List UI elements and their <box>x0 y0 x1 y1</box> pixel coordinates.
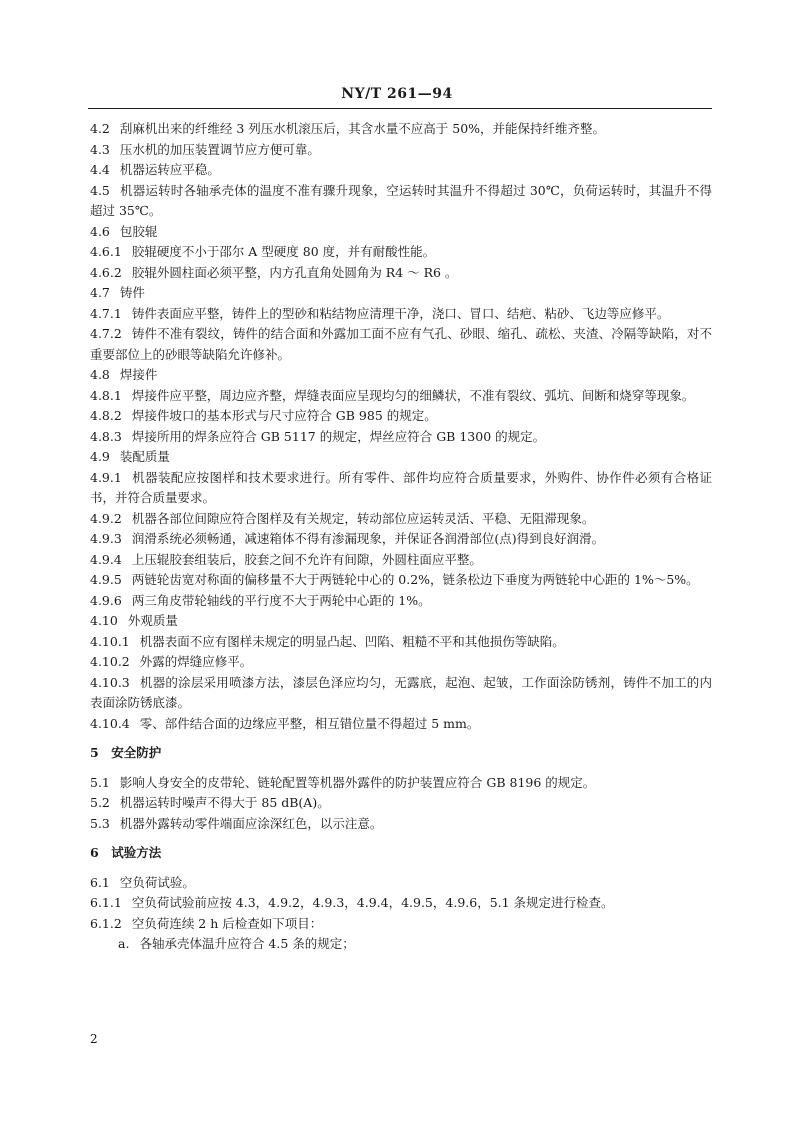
clause-4-2: 4.2 刮麻机出来的纤维经 3 列压水机滚压后，其含水量不应高于 50%，并能保持纤维齐整。 <box>90 121 606 136</box>
clause-4-4: 4.4 机器运转应平稳。 <box>90 162 220 177</box>
clause-4-9-5: 4.9.5 两链轮齿宽对称面的偏移量不大于两链轮中心的 0.2%，链条松边下垂度为两链轮中心距的 1%～5%。 <box>90 572 699 587</box>
clause-4-10-1: 4.10.1 机器表面不应有图样未规定的明显凸起、凹陷、粗糙不平和其他损伤等缺陷。 <box>90 633 565 649</box>
clause-4-8-1: 4.8.1 焊接件应平整，周边应齐整，焊缝表面应呈现均匀的细鳞状，不准有裂纹、弧坑、间断和烧穿等现象。 <box>90 387 695 403</box>
clause-6-1-1: 6.1.1 空负荷试验前应按 4.3，4.9.2，4.9.3，4.9.4，4.9.5，4.9.6，5.1 条规定进行检查。 <box>90 895 614 910</box>
clause-6-1-2: 6.1.2 空负荷连续 2 h 后检查如下项目： <box>90 915 323 931</box>
clause-4-9-2: 4.9.2 机器各部位间隙应符合图样及有关规定，转动部位应运转灵活、平稳、无阻滞现象。 <box>90 510 595 526</box>
clause-4-10-4: 4.10.4 零、部件结合面的边缘应平整，相互错位量不得超过 5 mm。 <box>90 715 480 731</box>
list-item-a: a. 各轴承壳体温升应符合 4.5 条的规定； <box>118 936 355 951</box>
clause-6-1: 6.1 空负荷试验。 <box>90 874 195 890</box>
clause-4-9-3: 4.9.3 润滑系统必须畅通，减速箱体不得有渗漏现象，并保证各润滑部位(点)得到良好润滑。 <box>90 531 605 546</box>
clause-4-3: 4.3 压水机的加压装置调节应方便可靠。 <box>90 141 320 157</box>
clause-4-9-1: 4.9.1 机器装配应按图样和技术要求进行。所有零件、部件均应符合质量要求，外购件、协作件必须有合格证书，并符合质量要求。 <box>90 469 712 505</box>
clause-4-7: 4.7 铸件 <box>90 285 145 300</box>
clause-4-5: 4.5 机器运转时各轴承壳体的温度不准有骤升现象，空运转时其温升不得超过 30℃，负荷运转时，其温升不得超过 35℃。 <box>90 182 712 218</box>
section-6-heading: 6 试验方法 <box>90 845 162 860</box>
clause-4-9: 4.9 装配质量 <box>90 449 170 464</box>
clause-5-3: 5.3 机器外露转动零件端面应涂深红色，以示注意。 <box>90 815 383 831</box>
page-header-title: NY/T 261—94 <box>341 86 453 102</box>
header-rule <box>88 108 712 109</box>
clause-5-1: 5.1 影响人身安全的皮带轮、链轮配置等机器外露件的防护装置应符合 GB 8196 的规定。 <box>90 774 596 790</box>
page-number: 2 <box>90 1032 98 1046</box>
clause-4-10-2: 4.10.2 外露的焊缝应修平。 <box>90 654 253 669</box>
clause-4-6: 4.6 包胶辊 <box>90 223 158 239</box>
clause-4-8: 4.8 焊接件 <box>90 367 158 382</box>
clause-4-7-2: 4.7.2 铸件不准有裂纹，铸件的结合面和外露加工面不应有气孔、砂眼、缩孔、疏松、夹渣、冷隔等缺陷，对不重要部位上的砂眼等缺陷允许修补。 <box>90 326 712 362</box>
clause-4-10: 4.10 外观质量 <box>90 613 178 628</box>
section-5-heading: 5 安全防护 <box>90 745 162 760</box>
clause-4-8-2: 4.8.2 焊接件坡口的基本形式与尺寸应符合 GB 985 的规定。 <box>90 408 437 423</box>
clause-4-9-6: 4.9.6 两三角皮带轮轴线的平行度不大于两轮中心距的 1%。 <box>90 592 431 608</box>
clause-4-9-4: 4.9.4 上压辊胶套组装后，胶套之间不允许有间隙，外圆柱面应平整。 <box>90 551 482 567</box>
clause-5-2: 5.2 机器运转时噪声不得大于 85 dB(A)。 <box>90 795 330 810</box>
clause-4-10-3: 4.10.3 机器的涂层采用喷漆方法，漆层色泽应均匀，无露底，起泡、起皱，工作面涂防锈剂，铸件不加工的内表面涂防锈底漆。 <box>90 674 712 710</box>
document-body <box>90 119 712 955</box>
clause-4-8-3: 4.8.3 焊接所用的焊条应符合 GB 5117 的规定，焊丝应符合 GB 1300 的规定。 <box>90 428 546 444</box>
clause-4-6-1: 4.6.1 胶辊硬度不小于邵尔 A 型硬度 80 度，并有耐酸性能。 <box>90 244 436 259</box>
clause-4-7-1: 4.7.1 铸件表面应平整，铸件上的型砂和粘结物应清理干净，浇口、冒口、结疤、粘砂、飞边等应修平。 <box>90 305 670 321</box>
clause-4-6-2: 4.6.2 胶辊外圆柱面必须平整，内方孔直角处圆角为 R4 ～ R6 。 <box>90 264 458 280</box>
